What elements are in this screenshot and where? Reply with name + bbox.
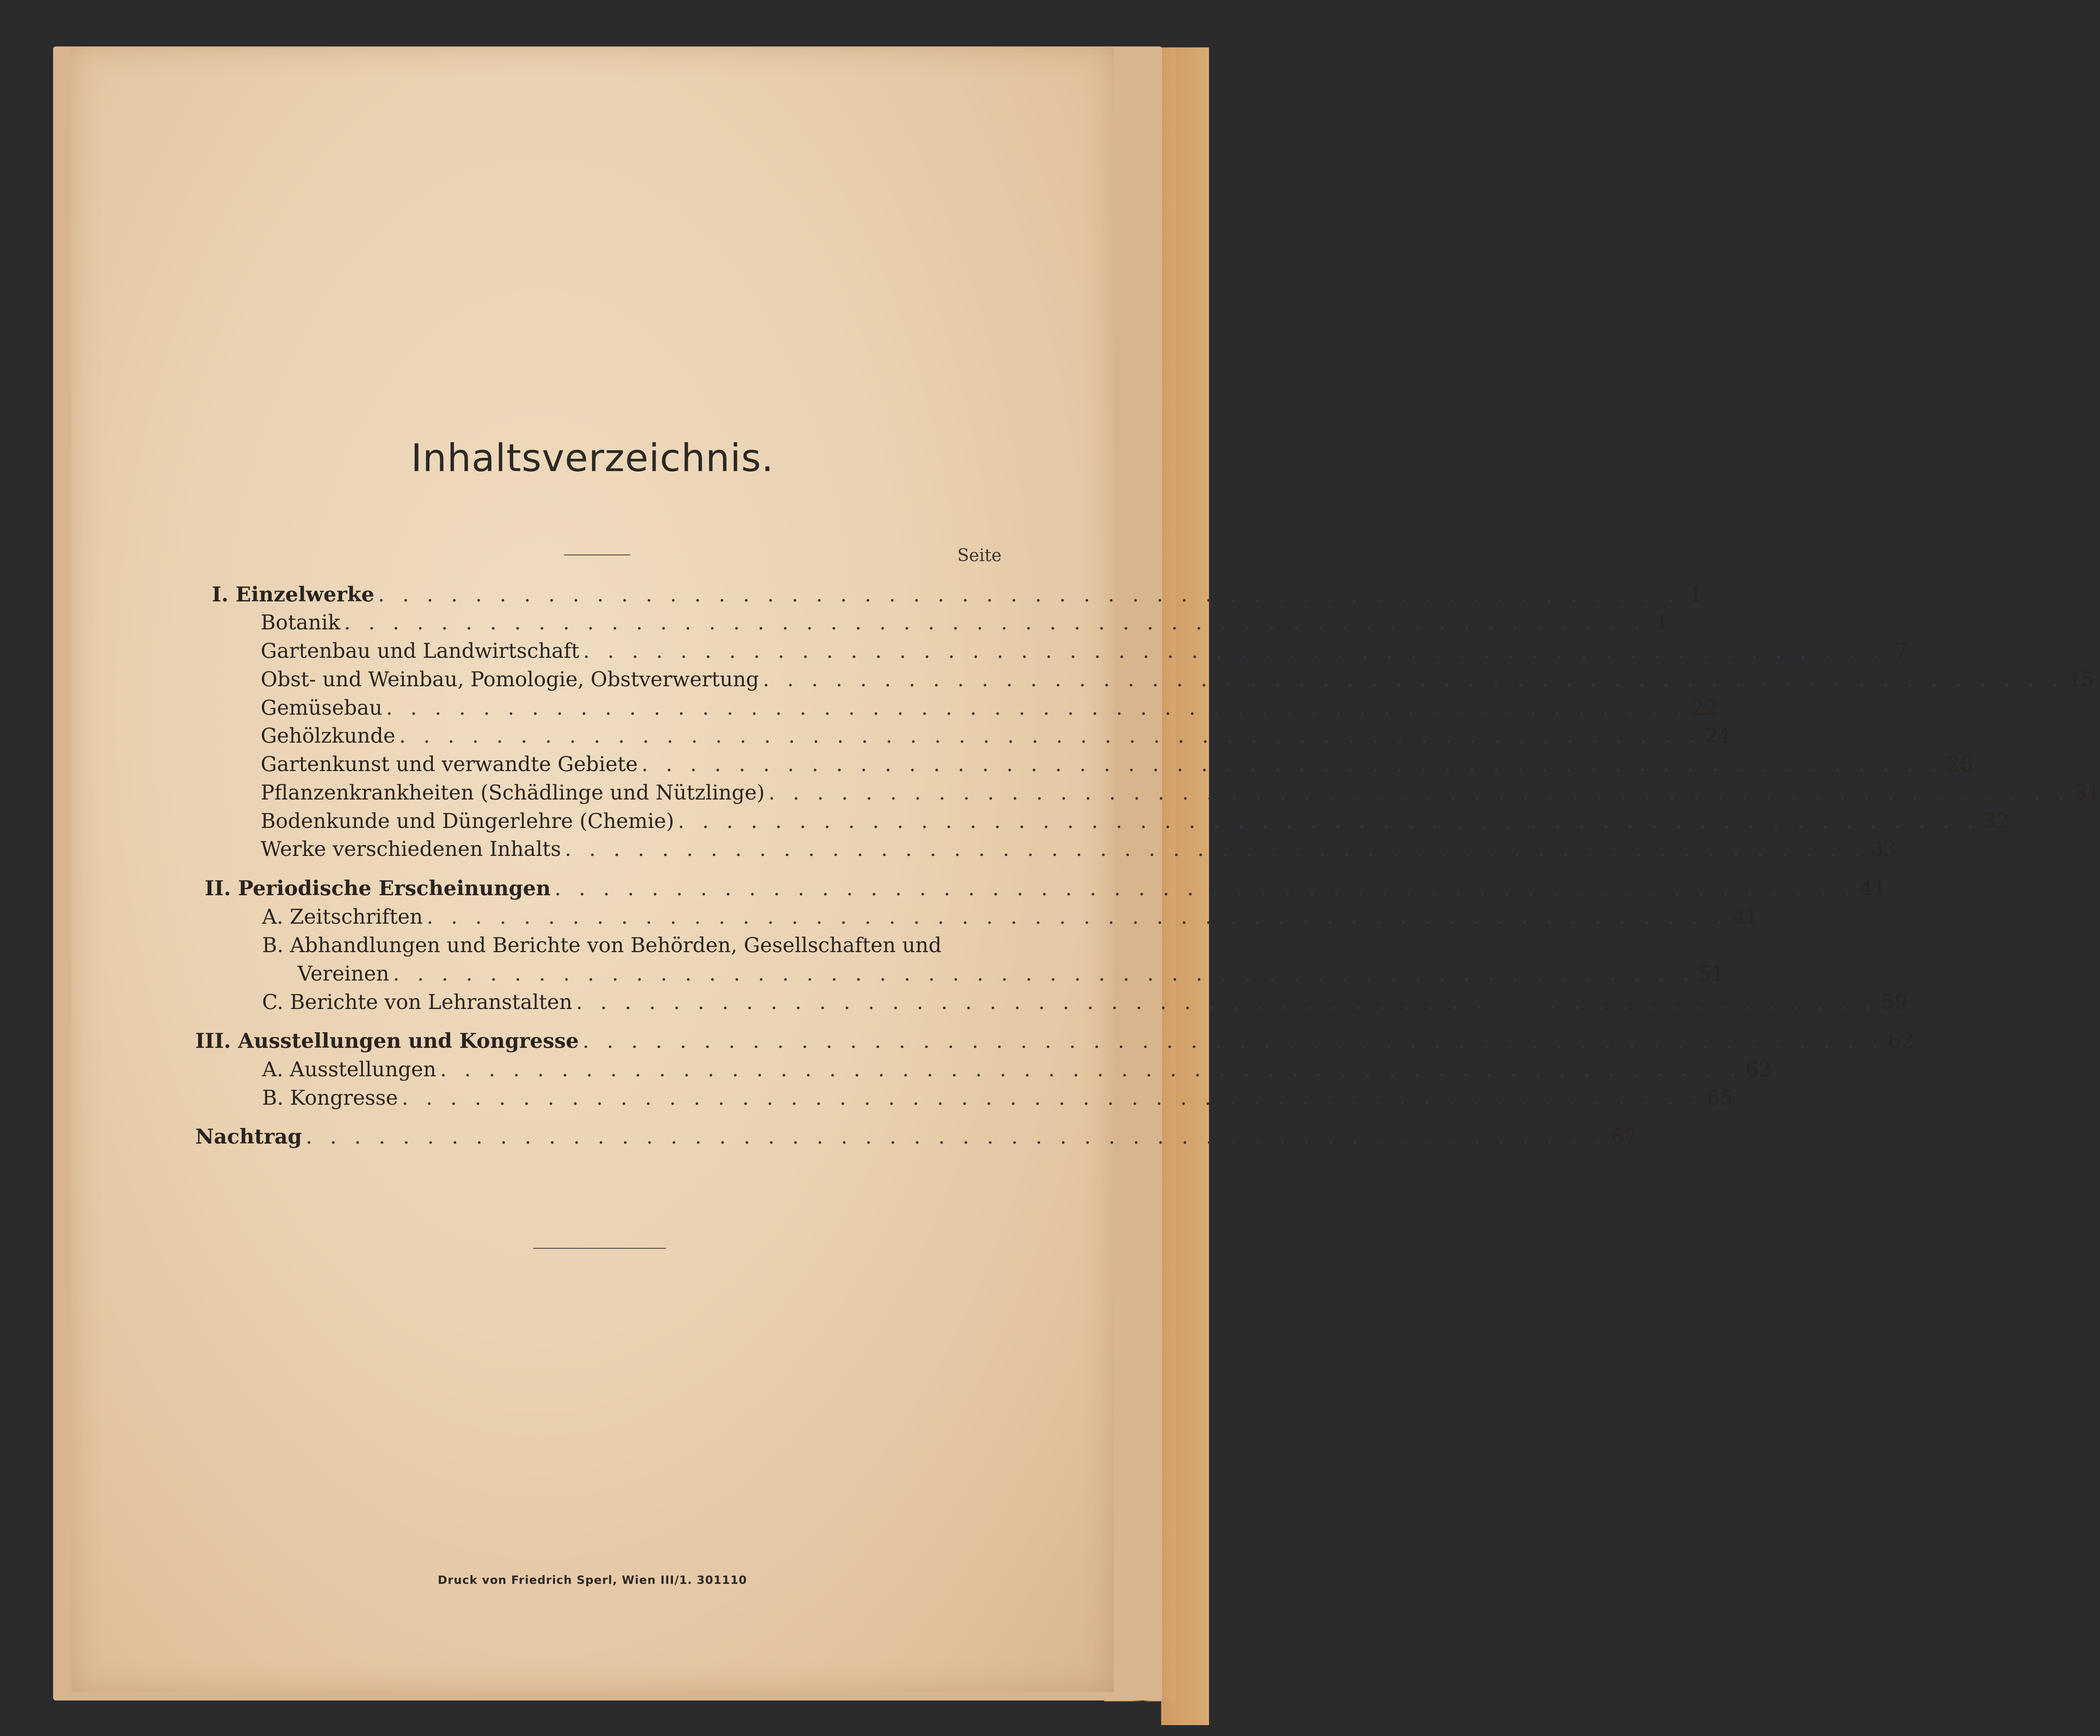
- toc-leader: . . . . . . . . . . . . . . . . . . . . . . . . . . . . . . . . . . . . . . . . . . . . . . . . . . . . . .: [576, 991, 1878, 1014]
- toc-page: 1: [1655, 611, 1669, 635]
- page-title: Inhaltsverzeichnis.: [411, 436, 774, 480]
- toc-label: Obst- und Weinbau, Pomologie, Obstverwertung: [261, 668, 759, 691]
- toc-label: Gartenkunst und verwandte Gebiete: [261, 753, 638, 776]
- toc-leader: . . . . . . . . . . . . . . . . . . . . . . . . . . . . . . . . . . . . . . . . . . . . . . . . . . . . . .: [582, 1029, 1884, 1053]
- toc-label: Botanik: [261, 611, 340, 635]
- toc-page: 22: [1691, 696, 1718, 720]
- toc-leader: . . . . . . . . . . . . . . . . . . . . . . . . . . . . . . . . . . . . . . . . . . . . . . . . . . . . . .: [440, 1058, 1742, 1082]
- toc-page: 41: [1860, 877, 1886, 900]
- toc-label: Gemüsebau: [261, 696, 382, 720]
- toc-label: II. Periodische Erscheinungen: [205, 877, 551, 900]
- toc-page: 7: [1894, 639, 1908, 663]
- toc-entry-abhandlungen: [71, 934, 1005, 961]
- toc-entry-bodenkunde: [71, 809, 2009, 837]
- toc-leader: . . . . . . . . . . . . . . . . . . . . . . . . . . . . . . . . . . . . . . . . . . . . . . . . . . . . . .: [768, 781, 2071, 805]
- toc-leader: . . . . . . . . . . . . . . . . . . . . . . . . . . . . . . . . . . . . . . . . . . . . . . . . . . . . . .: [399, 724, 1701, 748]
- toc-leader: . . . . . . . . . . . . . . . . . . . . . . . . . . . . . . . . . . . . . . . . . . . . . . . . . . . . . .: [306, 1125, 1608, 1149]
- toc-leader: . . . . . . . . . . . . . . . . . . . . . . . . . . . . . . . . . . . . . . . . . . . . . . . . . . . . . .: [564, 837, 1867, 861]
- toc-entry-pflanzenkrankheiten: [71, 781, 2100, 809]
- toc-entry-gartenbau: [71, 639, 1908, 667]
- toc-entry-obstbau: [71, 668, 2094, 695]
- toc-page: 65: [1707, 1086, 1733, 1110]
- toc-label: Werke verschiedenen Inhalts: [261, 837, 561, 861]
- toc-leader: . . . . . . . . . . . . . . . . . . . . . . . . . . . . . . . . . . . . . . . . . . . . . . . . . . . . . .: [344, 611, 1646, 635]
- toc-page: 26: [1947, 753, 1973, 776]
- toc-leader: . . . . . . . . . . . . . . . . . . . . . . . . . . . . . . . . . . . . . . . . . . . . . . . . . . . . . .: [378, 583, 1680, 607]
- toc-leader: . . . . . . . . . . . . . . . . . . . . . . . . . . . . . . . . . . . . . . . . . . . . . . . . . . . . . .: [678, 809, 1980, 833]
- toc-leader: . . . . . . . . . . . . . . . . . . . . . . . . . . . . . . . . . . . . . . . . . . . . . . . . . . . . . .: [555, 877, 1856, 900]
- toc-label: Nachtrag: [195, 1125, 302, 1149]
- toc-label: III. Ausstellungen und Kongresse: [195, 1029, 579, 1053]
- title-rule: [564, 554, 630, 555]
- toc-entry-vereinen: [71, 962, 1725, 990]
- toc-entry-verschiedenes: [71, 837, 1897, 865]
- toc-entry-einzelwerke: [71, 583, 1703, 610]
- toc-entry-periodische: [71, 877, 1886, 904]
- toc-page: 59: [1882, 991, 1908, 1014]
- toc-page: 15: [2068, 668, 2094, 691]
- toc-page: 51: [1698, 962, 1725, 986]
- toc-page: 31: [2074, 781, 2100, 805]
- toc-page: 32: [1983, 809, 2009, 833]
- bottom-rule: [533, 1248, 666, 1249]
- toc-page: 41: [1732, 905, 1758, 929]
- toc-entry-ausstellungen: [71, 1058, 1772, 1085]
- toc-leader: . . . . . . . . . . . . . . . . . . . . . . . . . . . . . . . . . . . . . . . . . . . . . . . . . . . . . .: [386, 696, 1688, 720]
- toc-leader: . . . . . . . . . . . . . . . . . . . . . . . . . . . . . . . . . . . . . . . . . . . . . . . . . . . . . .: [763, 668, 2065, 691]
- toc-page: 1: [1689, 583, 1703, 607]
- toc-page: 62: [1888, 1029, 1914, 1053]
- toc-label: A. Zeitschriften: [262, 905, 423, 929]
- seite-label: Seite: [957, 546, 1002, 565]
- toc-label: Gartenbau und Landwirtschaft: [261, 639, 580, 663]
- toc-label: I. Einzelwerke: [212, 583, 374, 607]
- toc-leader: . . . . . . . . . . . . . . . . . . . . . . . . . . . . . . . . . . . . . . . . . . . . . . . . . . . . . .: [427, 905, 1728, 929]
- toc-entry-gartenkunst: [71, 753, 1973, 780]
- toc-label: Vereinen: [298, 962, 390, 986]
- toc-entry-kongresse: [71, 1086, 1733, 1114]
- toc-page: 24: [1704, 724, 1731, 748]
- toc-entry-gehoelzkunde: [71, 724, 1731, 752]
- book-page: [71, 47, 2100, 1692]
- toc-entry-ausstellungen-kongresse: [71, 1029, 1914, 1057]
- toc-entry-botanik: [71, 611, 1669, 638]
- toc-entry-zeitschriften: [71, 905, 1758, 933]
- toc-leader: . . . . . . . . . . . . . . . . . . . . . . . . . . . . . . . . . . . . . . . . . . . . . . . . . . . . . .: [401, 1086, 1704, 1110]
- toc-label: B. Kongresse: [262, 1086, 398, 1110]
- toc-label: Gehölzkunde: [261, 724, 396, 748]
- toc-label: Bodenkunde und Düngerlehre (Chemie): [261, 809, 674, 833]
- toc-leader: . . . . . . . . . . . . . . . . . . . . . . . . . . . . . . . . . . . . . . . . . . . . . . . . . . . . . .: [393, 962, 1695, 986]
- printer-imprint: Druck von Friedrich Sperl, Wien III/1. 301110: [437, 1573, 747, 1587]
- toc-leader: . . . . . . . . . . . . . . . . . . . . . . . . . . . . . . . . . . . . . . . . . . . . . . . . . . . . . .: [583, 639, 1885, 663]
- toc-leader: . . . . . . . . . . . . . . . . . . . . . . . . . . . . . . . . . . . . . . . . . . . . . . . . . . . . . .: [641, 753, 1944, 776]
- toc-page: 62: [1745, 1058, 1772, 1082]
- toc-page: 67: [1611, 1125, 1637, 1149]
- toc-entry-lehranstalten: [71, 991, 1908, 1018]
- toc-label: A. Ausstellungen: [262, 1058, 436, 1082]
- toc-entry-gemuesebau: [71, 696, 1718, 724]
- toc-label: B. Abhandlungen und Berichte von Behörden, Gesellschaften und: [262, 934, 942, 957]
- toc-label: Pflanzenkrankheiten (Schädlinge und Nützlinge): [261, 781, 765, 805]
- toc-page: 33: [1870, 837, 1897, 861]
- toc-label: C. Berichte von Lehranstalten: [262, 991, 573, 1014]
- toc-entry-nachtrag: [71, 1125, 1637, 1153]
